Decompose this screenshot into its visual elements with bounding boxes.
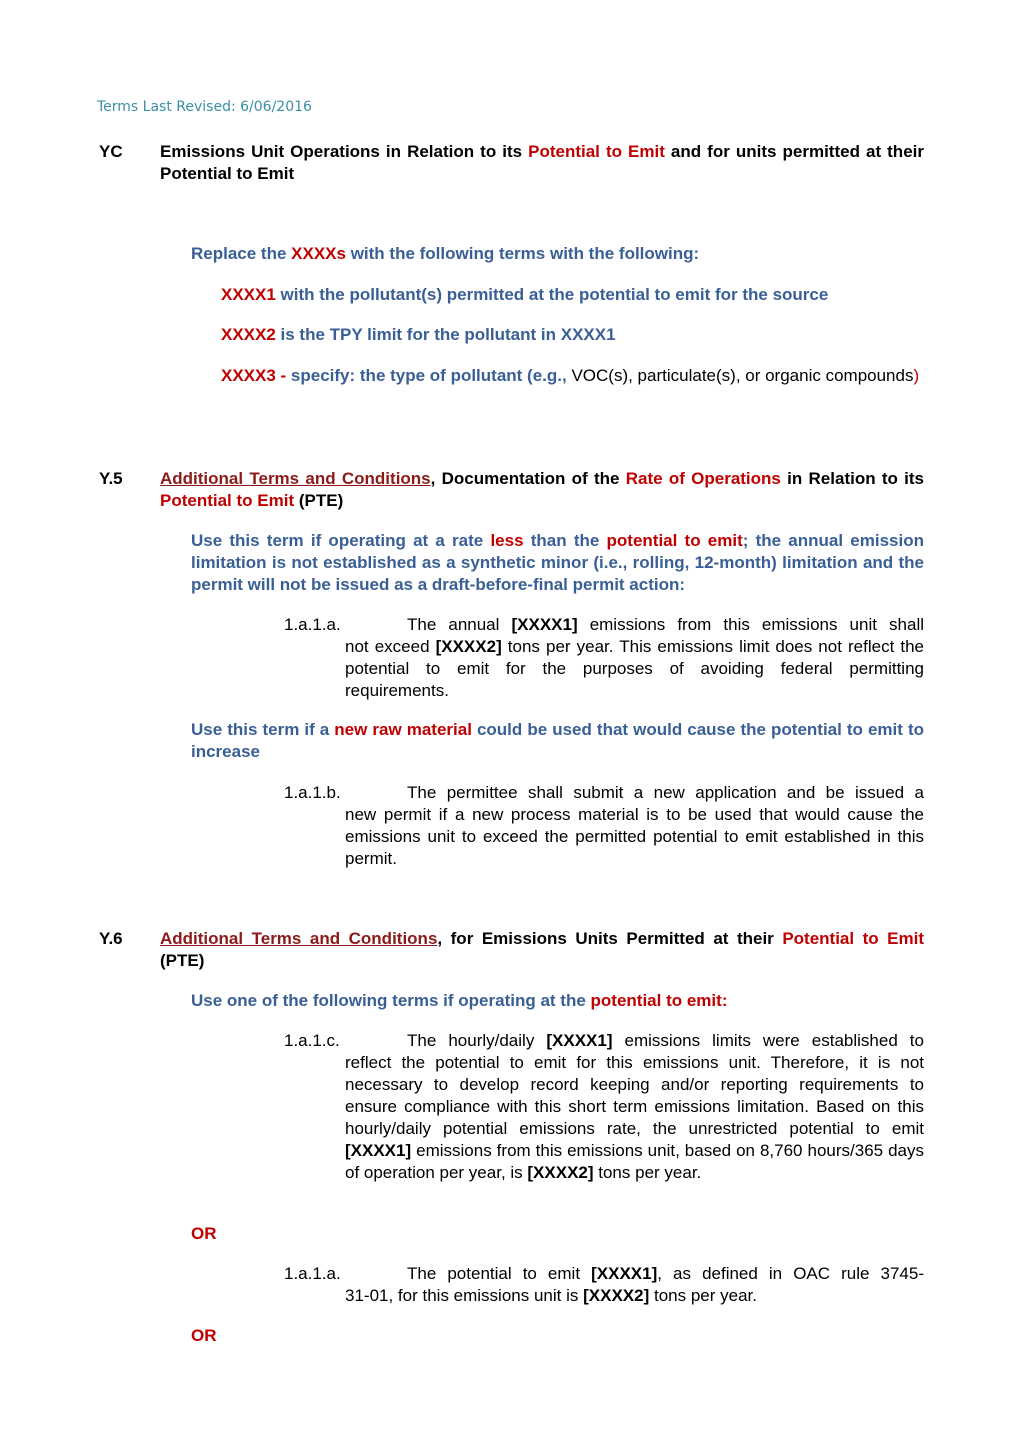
section-title: Emissions Unit Operations in Relation to its Potential to Emit and for units permitted at their Potential to Emit [160, 142, 924, 183]
section-title: Additional Terms and Conditions, Documentation of the Rate of Operations in Relation to its Potential to Emit (PTE) [160, 469, 925, 510]
y6-instruction: Use one of the following terms if operating at the potential to emit: [191, 991, 728, 1010]
term-number: 1.a.1.a. [284, 1264, 341, 1283]
section-title: Additional Terms and Conditions, for Emissions Units Permitted at their Potential to Emit (PTE) [160, 929, 925, 970]
additional-terms-link[interactable]: Additional Terms and Conditions [160, 469, 431, 488]
term-number: 1.a.1.b. [284, 783, 341, 802]
term-1a1b-new-application: 1.a.1.b. The permittee shall submit a new application and be issued a new permit if a new process material is to be used that would cause the emissions unit to exceed the permitted potential to emit established in this permit. [284, 783, 924, 868]
or-separator: OR [191, 1326, 217, 1345]
section-number: YC [99, 142, 123, 161]
additional-terms-link[interactable]: Additional Terms and Conditions [160, 929, 438, 948]
placeholder-xxxx1: XXXX1 with the pollutant(s) permitted at the potential to emit for the source [221, 285, 829, 304]
term-number: 1.a.1.a. [284, 615, 341, 634]
term-1a1a-annual-limit: 1.a.1.a. The annual [XXXX1] emissions from this emissions unit shall not exceed [XXXX2] tons per year. This emissions limit does not reflect the potential to emit for the purposes of avoiding federal permitting requirements. [284, 615, 924, 700]
term-number: 1.a.1.c. [284, 1031, 340, 1050]
section-number: Y.5 [99, 469, 123, 488]
term-1a1c-hourly-daily: 1.a.1.c. The hourly/daily [XXXX1] emissions limits were established to reflect the potential to emit for this emissions unit. Therefore, it is not necessary to develop record keeping and/or reporting requirements to ensure compliance with this short term emissions limitation. Based on this hourly/daily potential emissions rate, the unrestricted potential to emit [XXXX1] emissions from this emissions unit, based on 8,760 hours/365 days of operation per year, is [XXXX2] tons per year. [284, 1031, 924, 1182]
term-1a1a-potential-to-emit: 1.a.1.a. The potential to emit [XXXX1], as defined in OAC rule 3745- 31-01, for this emissions unit is [XXXX2] tons per year. [284, 1264, 924, 1305]
placeholder-xxxx3: XXXX3 - specify: the type of pollutant (e.g., VOC(s), particulate(s), or organic compounds) [221, 366, 920, 385]
revision-date: Terms Last Revised: 6/06/2016 [97, 99, 312, 115]
or-separator: OR [191, 1224, 217, 1243]
placeholder-xxxx2: XXXX2 is the TPY limit for the pollutant in XXXX1 [221, 325, 616, 344]
replace-instruction: Replace the XXXXs with the following terms with the following: [191, 244, 700, 263]
section-number: Y.6 [99, 929, 123, 948]
y5-instruction-raw-material: Use this term if a new raw material could be used that would cause the potential to emit to increase [191, 720, 924, 761]
y5-instruction-rate: Use this term if operating at a rate less than the potential to emit; the annual emission limitation is not established as a synthetic minor (i.e., rolling, 12-month) limitation and the permit will not be issued as a draft-before-final permit action: [191, 531, 924, 594]
